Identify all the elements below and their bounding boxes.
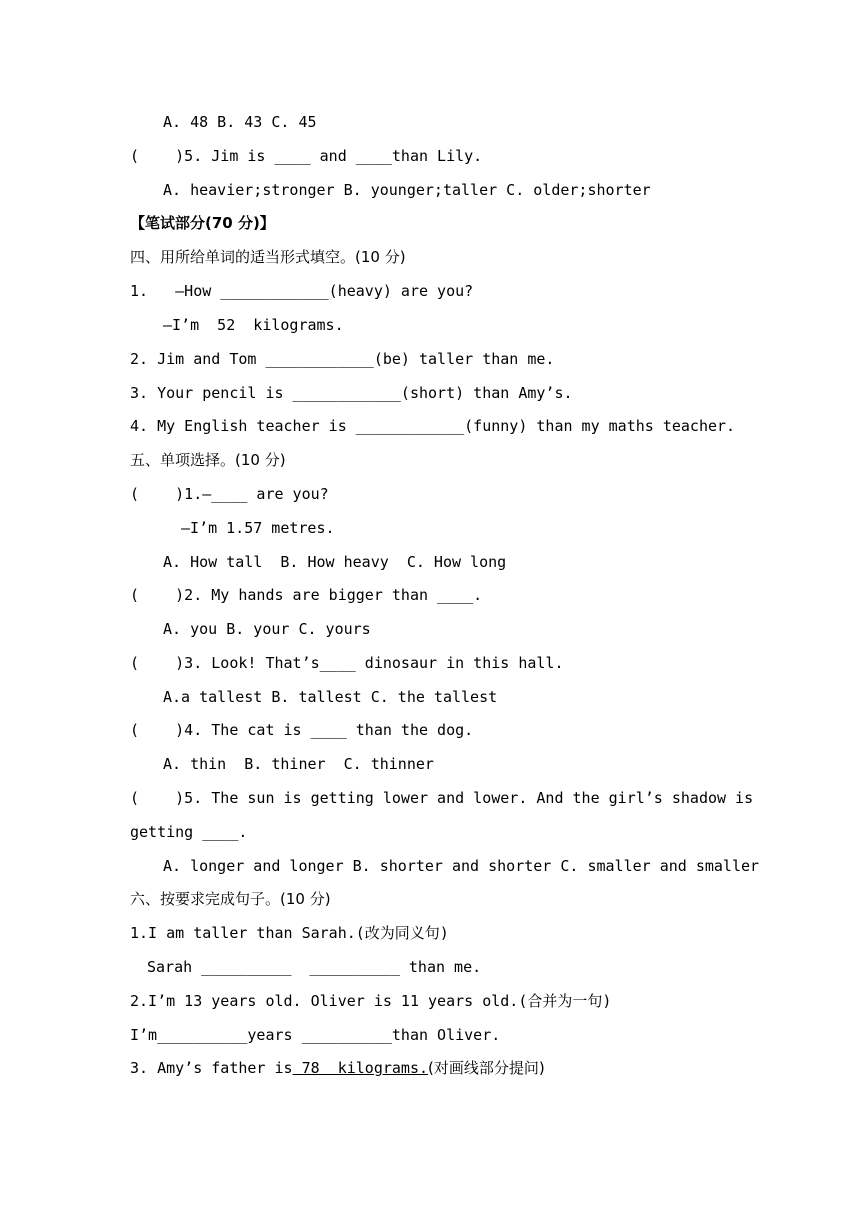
s4-item-1: 1. —How ____________(heavy) are you? (130, 282, 474, 300)
s5-question-4-options: A. thin B. thiner C. thinner (163, 755, 434, 773)
s5-question-1: ( )1.—____ are you? (130, 485, 329, 503)
section-6-heading: 六、按要求完成句子。(10 分) (130, 890, 331, 908)
s4-item-4: 4. My English teacher is ____________(funny) than my maths teacher. (130, 417, 736, 435)
s6-item-3-underlined: 78 kilograms. (292, 1059, 429, 1077)
section-4-heading: 四、用所给单词的适当形式填空。(10 分) (130, 248, 406, 266)
section-written-title: 【笔试部分(70 分)】 (130, 214, 275, 232)
q5-options-prev: A. 48 B. 43 C. 45 (163, 113, 317, 131)
s6-item-2: 2.I’m 13 years old. Oliver is 11 years old.(合并为一句) (130, 992, 612, 1010)
question-5-options: A. heavier;stronger B. younger;taller C. older;shorter (163, 181, 651, 199)
s6-item-1-answer: Sarah __________ __________ than me. (147, 958, 482, 976)
question-5: ( )5. Jim is ____ and ____than Lily. (130, 147, 483, 165)
s5-question-3-options: A.a tallest B. tallest C. the tallest (163, 688, 498, 706)
s4-item-2: 2. Jim and Tom ____________(be) taller than me. (130, 350, 555, 368)
s5-question-4: ( )4. The cat is ____ than the dog. (130, 721, 474, 739)
s6-item-1: 1.I am taller than Sarah.(改为同义句) (130, 924, 449, 942)
s6-item-3-text: 3. Amy’s father is (130, 1059, 293, 1077)
s5-question-3: ( )3. Look! That’s____ dinosaur in this hall. (130, 654, 564, 672)
s5-question-1-options: A. How tall B. How heavy C. How long (163, 553, 507, 571)
s5-question-5-line2: getting ____. (130, 823, 248, 841)
s4-item-3: 3. Your pencil is ____________(short) than Amy’s. (130, 384, 573, 402)
s5-question-5-options: A. longer and longer B. shorter and shorter C. smaller and smaller (163, 857, 760, 875)
s5-question-5: ( )5. The sun is getting lower and lower. And the girl’s shadow is (130, 789, 754, 807)
s4-item-1-answer: —I’m 52 kilograms. (163, 316, 344, 334)
s5-question-1-line2: —I’m 1.57 metres. (181, 519, 335, 537)
s5-question-2-options: A. you B. your C. yours (163, 620, 371, 638)
s6-item-3-instruction: (对画线部分提问) (428, 1059, 545, 1077)
s5-question-2: ( )2. My hands are bigger than ____. (130, 586, 483, 604)
s6-item-3 (130, 1058, 545, 1078)
section-5-heading: 五、单项选择。(10 分) (130, 451, 286, 469)
s6-item-2-answer: I’m__________years __________than Oliver. (130, 1026, 501, 1044)
